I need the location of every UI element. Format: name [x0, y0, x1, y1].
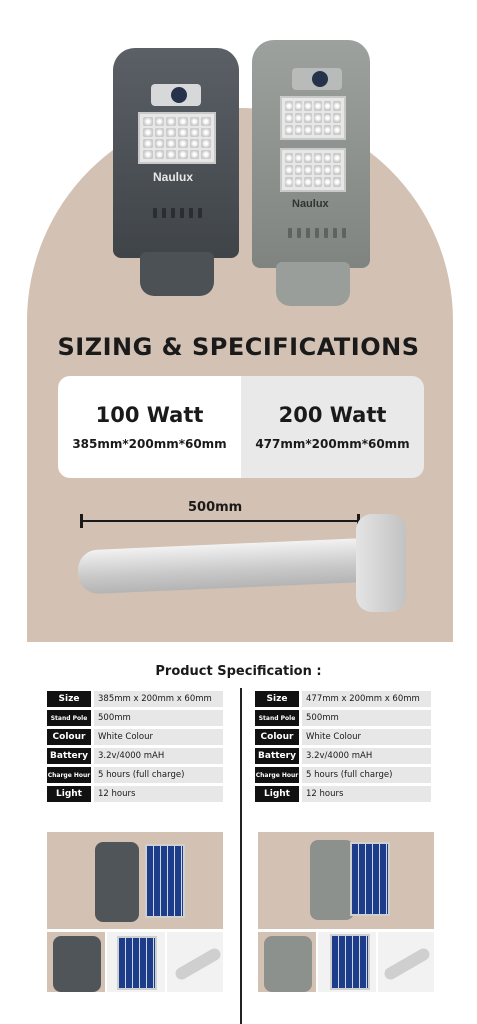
spec-row — [255, 767, 431, 783]
spec-value: 477mm x 200mm x 60mm — [302, 691, 431, 707]
spec-key: Charge Hour — [255, 767, 299, 783]
street-light-100w-image — [113, 48, 239, 258]
spec-value: 3.2v/4000 mAH — [302, 748, 431, 764]
spec-value: 500mm — [94, 710, 223, 726]
size-comparison-card — [58, 376, 424, 478]
spec-row — [255, 786, 431, 802]
led-panel — [280, 96, 346, 140]
lamp-thumbnail — [95, 842, 139, 922]
led-panel — [280, 148, 346, 192]
product-spec-title: Product Specification : — [155, 664, 322, 679]
solar-panel-thumbnail — [145, 844, 185, 918]
spec-row — [47, 748, 223, 764]
spec-row — [255, 729, 431, 745]
model-200w — [241, 376, 424, 478]
led-panel — [138, 112, 216, 164]
spec-table-200w — [255, 691, 431, 802]
spec-key: Stand Pole — [255, 710, 299, 726]
spec-value: 3.2v/4000 mAH — [94, 748, 223, 764]
spec-row — [47, 767, 223, 783]
sizing-title: SIZING & SPECIFICATIONS — [57, 333, 420, 361]
lamp-mount — [140, 252, 214, 296]
spec-key: Light — [47, 786, 91, 802]
spec-key: Size — [47, 691, 91, 707]
pole-length-label: 500mm — [188, 500, 243, 515]
motion-sensor — [292, 68, 342, 90]
pole-bracket-image — [356, 514, 406, 612]
spec-row — [47, 729, 223, 745]
spec-key: Battery — [255, 748, 299, 764]
model-dimensions: 477mm*200mm*60mm — [255, 437, 410, 451]
solar-panel-photo — [107, 932, 165, 992]
model-100w — [58, 376, 241, 478]
motion-sensor — [151, 84, 201, 106]
vents — [153, 208, 202, 218]
brand-logo: Naulux — [292, 198, 329, 210]
spec-value: 500mm — [302, 710, 431, 726]
spec-row — [255, 748, 431, 764]
spec-row — [255, 691, 431, 707]
lamp-closeup-photo — [258, 932, 316, 992]
column-divider — [240, 688, 242, 1024]
spec-key: Stand Pole — [47, 710, 91, 726]
spec-value: 12 hours — [94, 786, 223, 802]
spec-key: Battery — [47, 748, 91, 764]
spec-row — [255, 710, 431, 726]
brand-logo: Naulux — [153, 170, 194, 184]
spec-key: Colour — [255, 729, 299, 745]
spec-value: 5 hours (full charge) — [302, 767, 431, 783]
spec-row — [47, 710, 223, 726]
spec-key: Colour — [47, 729, 91, 745]
spec-row — [47, 691, 223, 707]
solar-panel-photo — [318, 932, 376, 992]
spec-value: White Colour — [94, 729, 223, 745]
spec-key: Charge Hour — [47, 767, 91, 783]
spec-value: White Colour — [302, 729, 431, 745]
product-photo-100w — [47, 832, 223, 929]
model-watt: 100 Watt — [95, 403, 204, 427]
spec-value: 12 hours — [302, 786, 431, 802]
product-photo-200w — [258, 832, 434, 929]
spec-table-100w — [47, 691, 223, 802]
spec-value: 385mm x 200mm x 60mm — [94, 691, 223, 707]
lamp-closeup-photo — [47, 932, 105, 992]
dimension-ruler — [80, 520, 360, 522]
street-light-200w-image — [252, 40, 370, 268]
model-watt: 200 Watt — [278, 403, 387, 427]
model-dimensions: 385mm*200mm*60mm — [72, 437, 227, 451]
lamp-mount — [276, 262, 350, 306]
solar-panel-thumbnail — [350, 842, 390, 916]
spec-key: Size — [255, 691, 299, 707]
lamp-thumbnail — [310, 840, 354, 920]
stand-pole-photo — [167, 932, 223, 992]
spec-key: Light — [255, 786, 299, 802]
spec-value: 5 hours (full charge) — [94, 767, 223, 783]
spec-row — [47, 786, 223, 802]
stand-pole-photo — [378, 932, 434, 992]
vents — [288, 228, 346, 238]
